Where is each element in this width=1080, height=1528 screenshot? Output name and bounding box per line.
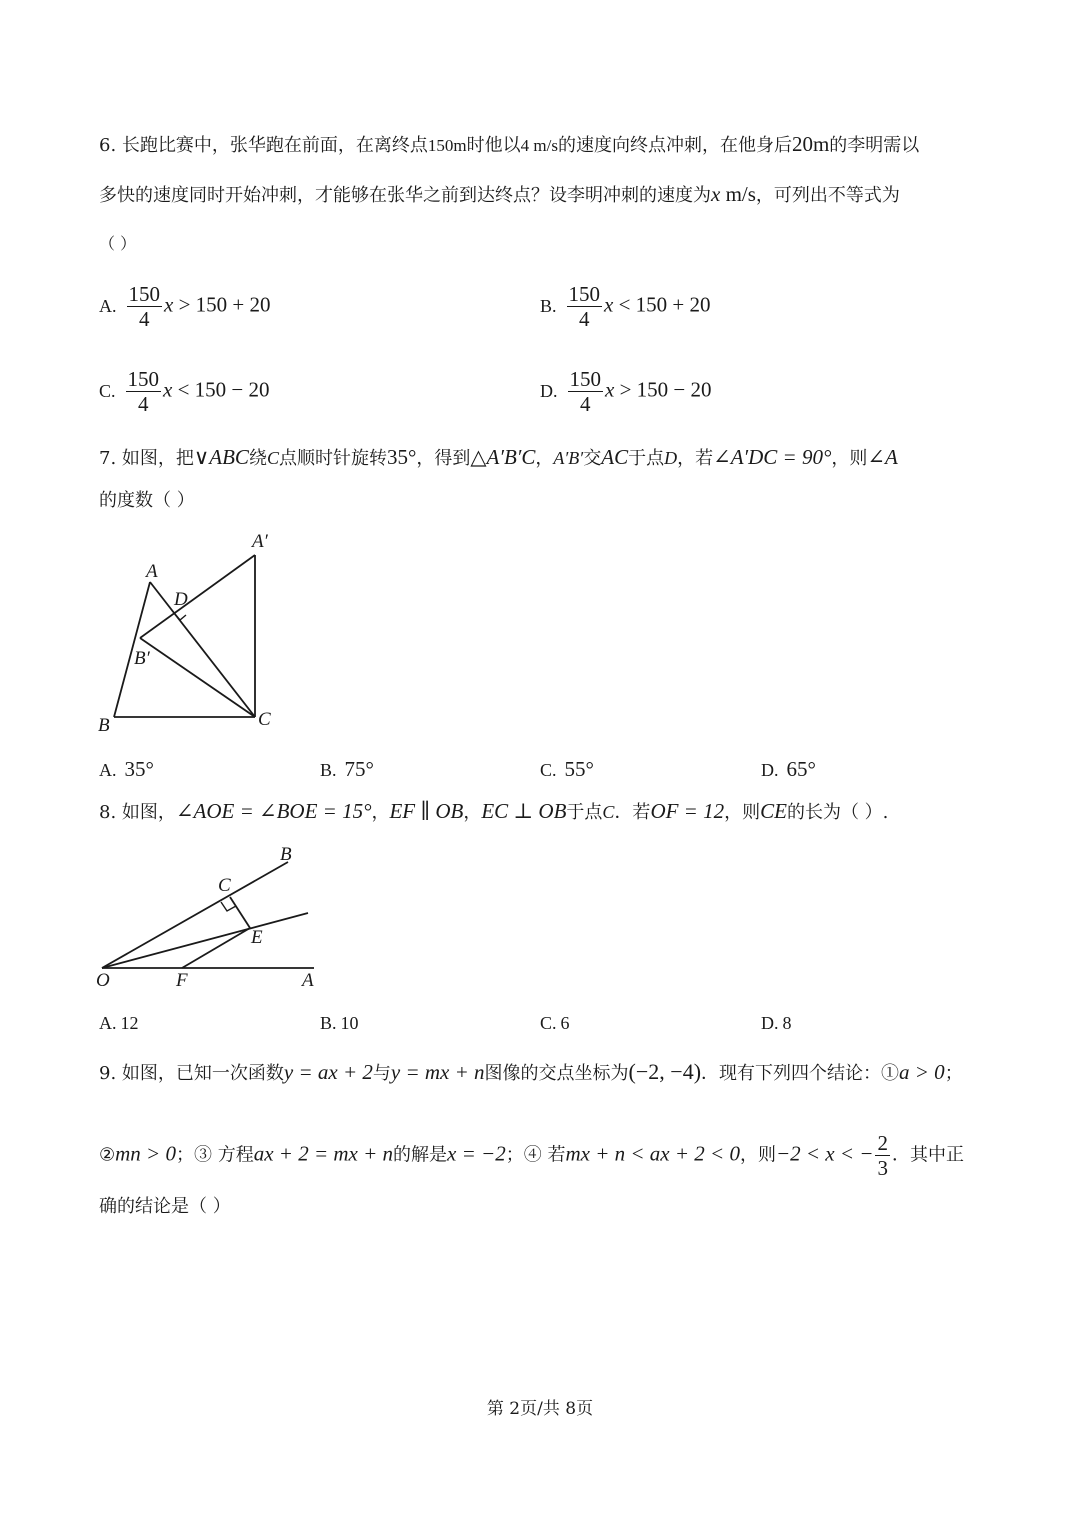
label-a: A <box>302 970 314 991</box>
q8-text: 于点 <box>566 802 603 823</box>
option-label: A. <box>99 760 117 780</box>
fraction <box>568 367 604 416</box>
q8-cond-of: OF = 12 <box>650 799 725 823</box>
q9-text: ② <box>99 1144 116 1166</box>
q7-option-b[interactable] <box>320 757 374 782</box>
option-value: 75° <box>344 757 374 781</box>
q9-intersection: (−2, −4) <box>628 1059 702 1084</box>
var-x: x <box>605 377 615 402</box>
q6-var-x: x <box>711 182 721 206</box>
q9-text: 的解是 <box>393 1144 448 1166</box>
q9-solution: x = −2 <box>447 1141 506 1166</box>
denominator: 4 <box>139 307 150 331</box>
edge-ac <box>150 582 255 717</box>
fraction <box>126 367 162 416</box>
option-label: C. <box>99 380 116 401</box>
denominator: 3 <box>877 1156 888 1180</box>
var-x: x <box>163 377 173 402</box>
q9-text: ；④ 若 <box>505 1144 566 1166</box>
q9-text: ，则 <box>739 1144 776 1166</box>
q7-option-d[interactable] <box>761 757 816 782</box>
var-x: x <box>604 292 614 317</box>
q7-figure <box>90 525 290 740</box>
q7-triangle-abc: ∨ABC <box>193 445 249 469</box>
q6-line2 <box>99 181 900 209</box>
option-label: A. <box>99 1013 117 1033</box>
q7-text: 7. 如图，把 <box>99 448 194 469</box>
q7-text: 于点 <box>628 448 665 469</box>
q6-option-c[interactable] <box>99 367 270 416</box>
label-o: O <box>96 970 110 991</box>
edge-bpc <box>140 638 255 717</box>
numerator: 150 <box>127 367 160 391</box>
q6-option-b[interactable] <box>540 282 711 331</box>
q6-text: 6. 长跑比赛中，张华跑在前面，在离终点 <box>99 135 428 156</box>
option-label: D. <box>761 760 779 780</box>
q6-text: 多快的速度同时开始冲刺，才能够在张华之前到达终点？设李明冲刺的速度为 <box>99 185 711 206</box>
q7-angle: 35° <box>386 445 417 469</box>
option-value: 65° <box>786 757 816 781</box>
option-value: 10 <box>340 1013 359 1033</box>
q9-range: −2 < x < − <box>775 1141 874 1166</box>
q7-segment-ac: AC <box>601 445 629 469</box>
q9-conclusion-1: a > 0 <box>899 1060 945 1084</box>
q9-text: 9. 如图，已知一次函数 <box>99 1063 284 1084</box>
q8-text: ， <box>463 802 482 823</box>
q7-text: 绕 <box>248 448 267 469</box>
option-value: 12 <box>120 1013 139 1033</box>
ray-ob <box>102 862 288 968</box>
label-b-prime: B′ <box>134 648 150 669</box>
q8-text: 的长为（ ）. <box>786 802 889 823</box>
q7-text: ，则 <box>831 448 868 469</box>
q7-point-d: D <box>664 448 678 468</box>
q9-text: ．现有下列四个结论：① <box>701 1063 900 1084</box>
option-label: A. <box>99 295 117 316</box>
option-label: D. <box>761 1013 779 1033</box>
q8-option-a[interactable] <box>99 1013 139 1034</box>
q7-text: 点顺时针旋转 <box>278 448 387 469</box>
expr: > 150 + 20 <box>173 292 271 317</box>
q6-line1 <box>99 131 919 159</box>
q7-triangle-rotated: △A′B′C <box>470 445 536 469</box>
option-label: B. <box>320 760 337 780</box>
q7-text: ，得到 <box>416 448 471 469</box>
segment-fe <box>182 928 250 968</box>
numerator: 150 <box>569 367 601 391</box>
q9-text: ；③ 方程 <box>175 1144 254 1166</box>
q8-text: ．若 <box>614 802 651 823</box>
q9-line3: 确的结论是（ ） <box>99 1196 231 1217</box>
q6-speed: 4 m/s <box>520 136 558 155</box>
q8-option-b[interactable] <box>320 1013 359 1034</box>
q9-text: ； <box>944 1063 963 1084</box>
label-d: D <box>174 589 188 610</box>
label-c: C <box>258 709 271 730</box>
label-e: E <box>251 927 263 948</box>
q8-option-c[interactable] <box>540 1013 570 1034</box>
q8-cond-angles: ∠AOE = ∠BOE = 15° <box>175 799 372 823</box>
q7-text: 交 <box>583 448 602 469</box>
q7-line2: 的度数（ ） <box>99 490 195 511</box>
denominator: 4 <box>579 307 590 331</box>
q6-text: ，可列出不等式为 <box>755 185 900 206</box>
q9-line2 <box>99 1131 964 1180</box>
option-label: D. <box>540 380 558 401</box>
option-value: 6 <box>560 1013 570 1033</box>
q8-text: ，则 <box>724 802 761 823</box>
segment-ec <box>230 897 250 928</box>
q6-distance-150: 150m <box>427 136 467 155</box>
q9-conclusion-3: ax + 2 = mx + n <box>253 1141 394 1166</box>
q8-text: ， <box>371 802 390 823</box>
q8-ask-ce: CE <box>760 799 787 823</box>
label-a: A <box>146 561 158 582</box>
option-value: 8 <box>782 1013 792 1033</box>
q7-option-a[interactable] <box>99 757 154 782</box>
fraction <box>567 282 603 331</box>
q7-ask-angle: ∠A <box>867 445 898 469</box>
numerator: 2 <box>877 1131 888 1155</box>
q9-text: 与 <box>372 1063 391 1084</box>
q8-figure <box>90 838 330 993</box>
q8-option-d[interactable] <box>761 1013 792 1034</box>
page-footer: 第 2页/共 8页 <box>486 1399 594 1419</box>
q7-segment: A′B′ <box>553 448 584 468</box>
q6-text: 时他以 <box>466 135 521 156</box>
label-b: B <box>98 715 110 736</box>
option-label: C. <box>540 1013 557 1033</box>
label-f: F <box>176 970 188 991</box>
q8-text: 8. 如图， <box>99 802 176 823</box>
option-value: 55° <box>564 757 594 781</box>
q9-line1 <box>99 1059 963 1087</box>
expr: < 150 − 20 <box>172 377 270 402</box>
option-label: B. <box>540 295 557 316</box>
q6-distance-20: 20m <box>791 132 830 156</box>
expr: > 150 − 20 <box>614 377 712 402</box>
option-label: C. <box>540 760 557 780</box>
q9-text: 图像的交点坐标为 <box>484 1063 629 1084</box>
expr: < 150 + 20 <box>613 292 711 317</box>
q9-conclusion-4: mx + n < ax + 2 < 0 <box>565 1141 740 1166</box>
q6-option-d[interactable] <box>540 367 712 416</box>
option-label: B. <box>320 1013 337 1033</box>
label-a-prime: A′ <box>252 531 268 552</box>
denominator: 4 <box>138 392 149 416</box>
label-c: C <box>218 875 231 896</box>
q7-text: ，若 <box>677 448 714 469</box>
q9-function-2: y = mx + n <box>390 1060 485 1084</box>
q8-line <box>99 798 888 826</box>
q9-conclusion-2: mn > 0 <box>115 1141 176 1166</box>
q7-text: ， <box>535 448 554 469</box>
q7-line1 <box>99 444 898 472</box>
q8-cond-parallel: EF ∥ OB <box>389 799 464 823</box>
ray-oe <box>102 913 308 968</box>
q7-point-c: C <box>266 448 279 468</box>
q7-condition: ∠A′DC = 90° <box>713 445 832 469</box>
q9-function-1: y = ax + 2 <box>283 1060 373 1084</box>
q6-option-a[interactable] <box>99 282 271 331</box>
q6-answer-paren: （ ） <box>99 234 137 253</box>
var-x: x <box>164 292 174 317</box>
fraction <box>875 1131 890 1180</box>
q9-text: ．其中正 <box>891 1144 964 1166</box>
denominator: 4 <box>580 392 591 416</box>
fraction <box>127 282 163 331</box>
option-value: 35° <box>124 757 154 781</box>
numerator: 150 <box>568 282 601 306</box>
q6-unit: m/s <box>720 182 756 206</box>
q6-text: 的速度向终点冲刺，在他身后 <box>557 135 792 156</box>
label-b: B <box>280 844 292 865</box>
q8-cond-perp: EC ⊥ OB <box>481 799 567 823</box>
q7-option-c[interactable] <box>540 757 594 782</box>
numerator: 150 <box>128 282 160 306</box>
q8-point-c: C <box>602 802 615 822</box>
q6-text: 的李明需以 <box>829 135 920 156</box>
